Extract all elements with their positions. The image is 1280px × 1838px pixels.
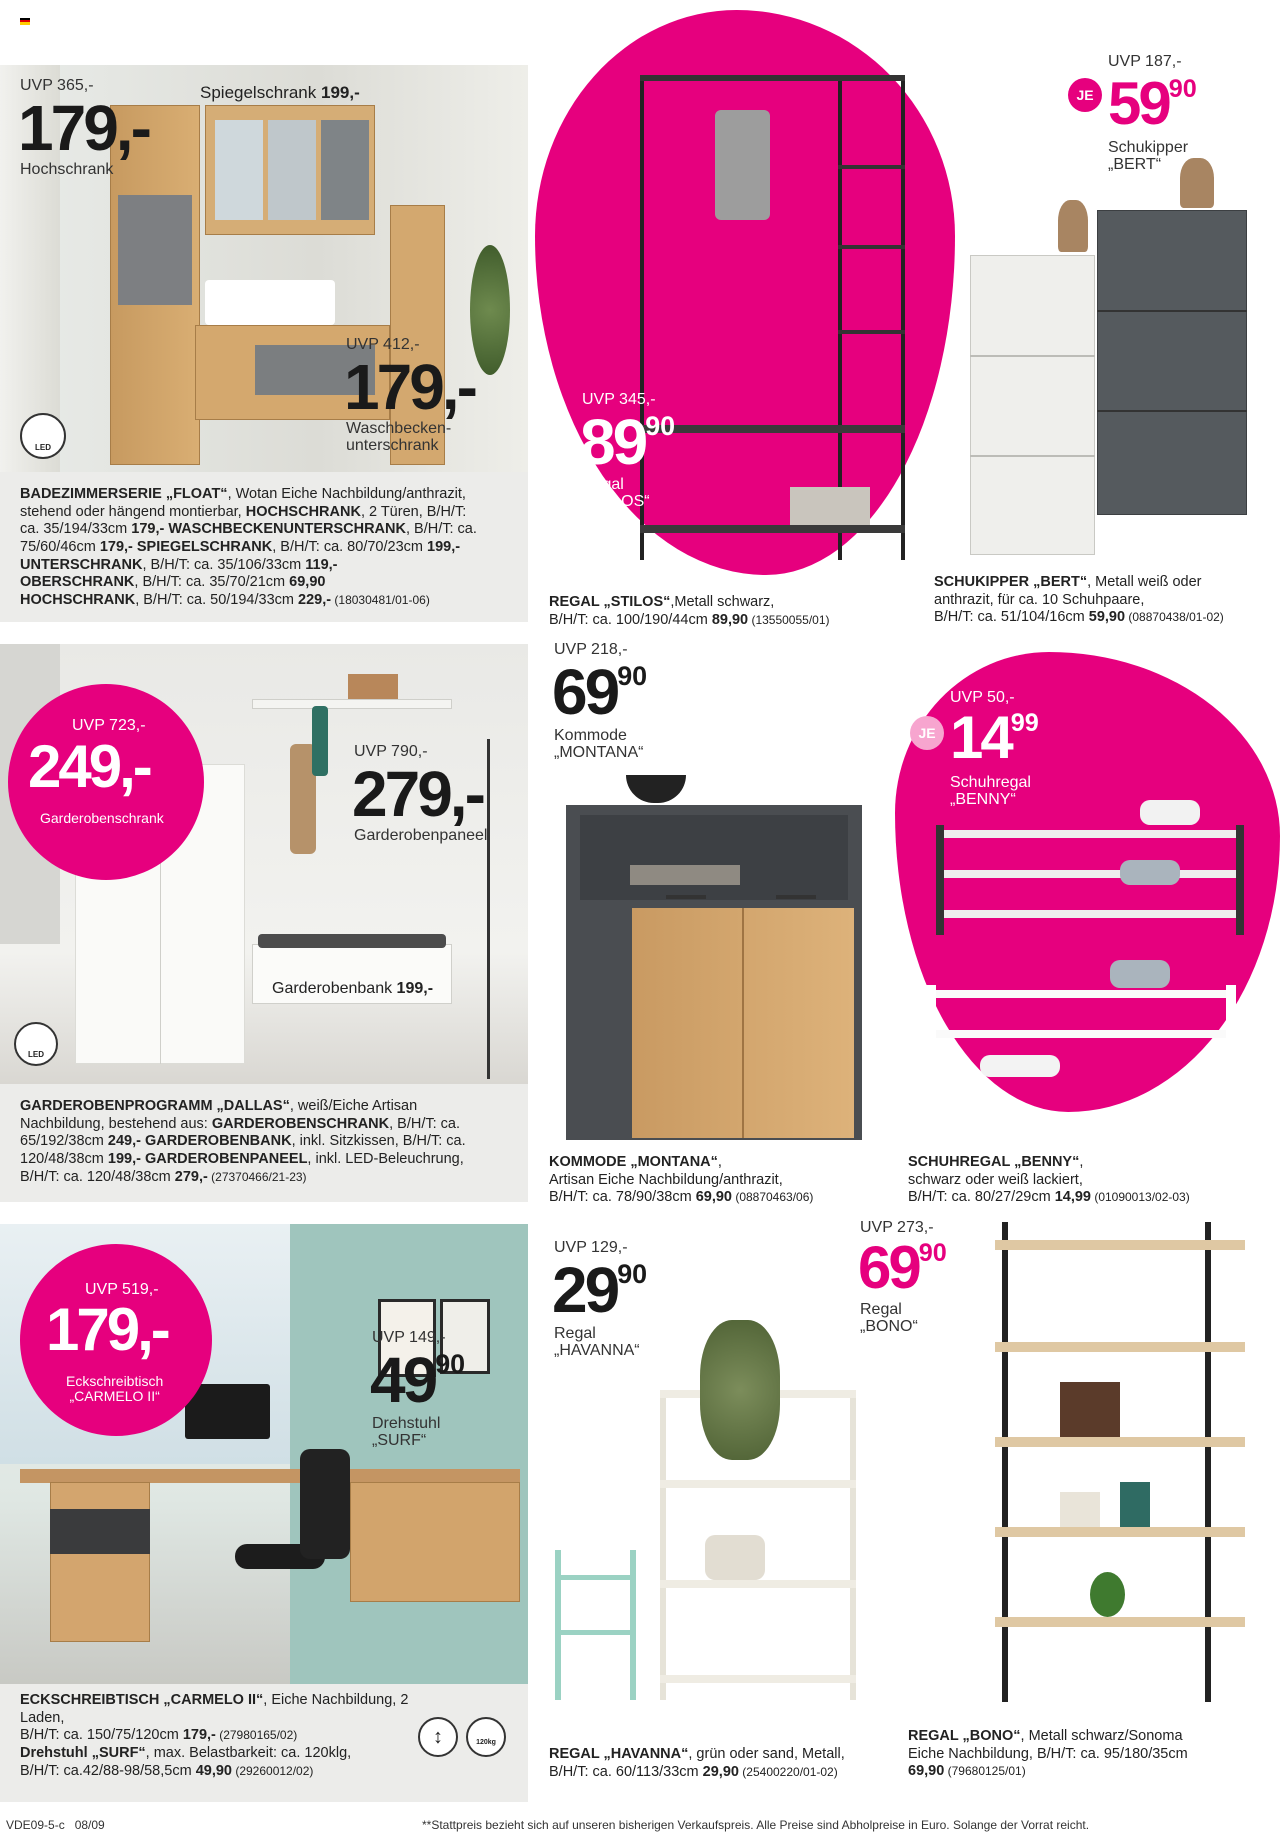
surf-label-2: „SURF“: [372, 1431, 427, 1449]
bert-uvp: UVP 187,-: [1108, 53, 1182, 70]
dallas-desc-l2c: , B/H/T: ca.: [389, 1115, 461, 1132]
bert-description: [934, 574, 1279, 627]
montana-desc-l2: Artisan Eiche Nachbildung/anthrazit,: [549, 1171, 783, 1188]
float-desc-l7d: (18030481/01-06): [331, 593, 430, 608]
bert-price-cents: 90: [1168, 74, 1197, 103]
float-desc-l7a: HOCHSCHRANK: [20, 592, 136, 609]
float-desc-l1a: BADEZIMMERSERIE „FLOAT“: [20, 486, 228, 502]
benny-image: [930, 800, 1260, 1100]
bert-desc-l3c: (08870438/01-02): [1125, 610, 1224, 625]
dallas-bank-name: Garderobenbank: [272, 980, 393, 997]
weight-120kg-icon: [466, 1717, 506, 1757]
surf-price-cents: 90: [435, 1348, 466, 1379]
stilos-label-2: „STILOS“: [582, 492, 650, 510]
montana-price: [552, 656, 648, 728]
float-desc-l2c: , 2 Türen, B/H/T:: [360, 503, 467, 520]
carmelo-desc-l1a: ECKSCHREIBTISCH „CARMELO II“: [20, 1692, 264, 1708]
havanna-image: [555, 1320, 860, 1710]
carmelo-desc-l3b: , max. Belastbarkeit: ca. 120klg,: [145, 1745, 352, 1762]
float-desc-l4c: , B/H/T: ca. 80/70/23cm: [272, 539, 427, 556]
led-icon: [20, 413, 66, 459]
footer-code: VDE09-5-c 08/09: [6, 1818, 105, 1832]
benny-price-cents: 99: [1010, 708, 1039, 737]
float-desc-l5b: , B/H/T: ca. 35/106/33cm: [142, 556, 306, 573]
dallas-bank-price: 199,-: [396, 980, 434, 997]
float-desc-l2b: HOCHSCHRANK: [245, 503, 361, 520]
montana-label-1: Kommode: [554, 727, 627, 744]
float-desc-l3b: 179,- WASCHBECKENUNTERSCHRANK: [131, 521, 406, 538]
dallas-desc-l3a: 65/192/38cm: [20, 1133, 108, 1150]
float-desc-l7b: , B/H/T: ca. 50/194/33cm: [135, 592, 299, 609]
bert-image: [970, 210, 1250, 560]
dallas-led-icon: [14, 1022, 58, 1066]
carmelo-desc-l3a: Drehstuhl „SURF“: [20, 1745, 146, 1762]
hochschrank-uvp: UVP 365,-: [20, 77, 94, 94]
stilos-desc-l1a: REGAL „STILOS“: [549, 594, 671, 610]
carmelo-desc-l1b: , Eiche Nachbildung, 2 Laden,: [20, 1692, 409, 1726]
benny-desc-l1a: SCHUHREGAL „BENNY“: [908, 1154, 1080, 1170]
benny-label-2: „BENNY“: [950, 790, 1016, 808]
carmelo-desc-l4c: (29260012/02): [232, 1763, 314, 1778]
float-desc-l6a: OBERSCHRANK: [20, 574, 135, 591]
stilos-desc-l2c: (13550055/01): [748, 612, 830, 627]
float-desc-l5a: UNTERSCHRANK: [20, 556, 143, 573]
bert-desc-l3a: B/H/T: ca. 51/104/16cm: [934, 609, 1089, 626]
hochschrank-price: 179,-: [18, 92, 149, 164]
stilos-description: [549, 594, 899, 629]
carmelo-desc-l2a: B/H/T: ca. 150/75/120cm: [20, 1727, 183, 1744]
bert-desc-l1a: SCHUKIPPER „BERT“: [934, 574, 1088, 590]
benny-desc-l3b: 14,99: [1054, 1189, 1091, 1206]
float-desc-l4d: 199,-: [427, 539, 461, 556]
dallas-schrank-price: 249,-: [28, 733, 150, 800]
bono-desc-l2: Eiche Nachbildung, B/H/T: ca. 95/180/35cm: [908, 1745, 1188, 1762]
float-desc-l1b: , Wotan Eiche Nachbildung/anthrazit,: [227, 486, 466, 502]
bert-desc-l3b: 59,90: [1088, 609, 1126, 626]
benny-desc-l3a: B/H/T: ca. 80/27/29cm: [908, 1189, 1055, 1206]
bono-label-2: „BONO“: [860, 1317, 918, 1335]
havanna-price: [552, 1254, 648, 1326]
montana-desc-l1a: KOMMODE „MONTANA“: [549, 1154, 718, 1170]
montana-uvp: UVP 218,-: [554, 641, 628, 658]
carmelo-price: 179,-: [46, 1296, 168, 1363]
benny-desc-l1b: ,: [1079, 1154, 1084, 1170]
bert-label: [1108, 140, 1188, 174]
carmelo-desc-l4a: B/H/T: ca.42/88-98/58,5cm: [20, 1762, 196, 1779]
waschbecken-label-1: Waschbecken-: [346, 420, 452, 437]
benny-desc-l3c: (01090013/02-03): [1090, 1190, 1190, 1205]
benny-je-badge: JE: [910, 716, 944, 750]
carmelo-uvp: UVP 519,-: [85, 1281, 159, 1298]
montana-desc-l1b: ,: [717, 1154, 722, 1170]
bono-price-cents: 90: [918, 1238, 947, 1267]
carmelo-label-2: „CARMELO II“: [69, 1387, 160, 1404]
dallas-paneel-uvp: UVP 790,-: [354, 743, 428, 760]
float-description: [20, 486, 520, 610]
surf-uvp: UVP 149,-: [372, 1329, 446, 1346]
stilos-desc-l1b: ,Metall schwarz,: [670, 594, 775, 610]
stilos-price-cents: 90: [645, 410, 676, 441]
dallas-desc-l2: Nachbildung, bestehend aus:: [20, 1115, 212, 1132]
montana-desc-l3c: (08870463/06): [731, 1190, 814, 1205]
dallas-desc-l4b: 199,- GARDEROBENPANEEL: [107, 1151, 308, 1168]
carmelo-description: [20, 1692, 410, 1780]
benny-desc-l2: schwarz oder weiß lackiert,: [908, 1171, 1083, 1188]
float-desc-l4a: 75/60/46cm: [20, 539, 100, 556]
surf-label-1: Drehstuhl: [372, 1415, 441, 1432]
surf-price: [370, 1344, 466, 1416]
benny-description: [908, 1154, 1278, 1207]
benny-price: [950, 704, 1039, 771]
spiegelschrank-price: 199,-: [320, 83, 360, 102]
dallas-description: [20, 1098, 520, 1186]
dallas-desc-l5c: (27370466/21-23): [207, 1169, 307, 1184]
carmelo-desc-l2b: 179,-: [182, 1727, 216, 1744]
float-desc-l5c: 119,-: [305, 556, 338, 573]
benny-label-1: Schuhregal: [950, 774, 1031, 791]
carmelo-label-1: Eckschreibtisch: [66, 1373, 164, 1389]
footer-note: **Stattpreis bezieht sich auf unseren bisherigen Verkaufspreis. Alle Preise sind Abholpreise in Euro. Solange der Vorrat reicht.: [422, 1818, 1090, 1832]
float-desc-l6c: 69,90: [289, 574, 326, 591]
dallas-desc-l2b: GARDEROBENSCHRANK: [211, 1115, 390, 1132]
waschbecken-label: [346, 421, 451, 455]
float-desc-l3a: ca. 35/194/33cm: [20, 521, 132, 538]
havanna-uvp: UVP 129,-: [554, 1239, 628, 1256]
height-adjust-icon: ↕: [418, 1717, 458, 1757]
bert-label-1: Schukipper: [1108, 139, 1189, 156]
dallas-desc-l4a: 120/48/38cm: [20, 1151, 108, 1168]
germany-flag-icon: [20, 18, 30, 25]
stilos-desc-l2a: B/H/T: ca. 100/190/44cm: [549, 611, 712, 628]
havanna-desc-l2a: B/H/T: ca. 60/113/33cm: [549, 1763, 703, 1780]
montana-price-cents: 90: [617, 660, 648, 691]
bono-label-1: Regal: [860, 1301, 902, 1318]
led-icon-text: LED: [35, 443, 51, 452]
havanna-label-1: Regal: [554, 1325, 596, 1342]
dallas-desc-l1a: GARDEROBENPROGRAMM „DALLAS“: [20, 1098, 290, 1114]
montana-label-2: „MONTANA“: [554, 743, 644, 761]
float-desc-l6b: , B/H/T: ca. 35/70/21cm: [134, 574, 290, 591]
benny-uvp: UVP 50,-: [950, 689, 1015, 706]
bono-image: [990, 1222, 1250, 1702]
bono-desc-l1b: , Metall schwarz/Sonoma: [1020, 1728, 1183, 1744]
bono-uvp: UVP 273,-: [860, 1219, 934, 1236]
havanna-desc-l1a: REGAL „HAVANNA“: [549, 1746, 689, 1762]
dallas-desc-l3b: 249,- GARDEROBENBANK: [107, 1133, 292, 1150]
bono-description: [908, 1728, 1278, 1781]
float-desc-l4b: 179,- SPIEGELSCHRANK: [99, 539, 273, 556]
bert-je-badge: JE: [1068, 78, 1102, 112]
stilos-label: [582, 477, 650, 511]
carmelo-desc-l2c: (27980165/02): [215, 1728, 298, 1743]
bono-label: [860, 1302, 918, 1336]
stilos-price-main: 89: [580, 406, 646, 478]
waschbecken-uvp: UVP 412,-: [346, 336, 420, 353]
stilos-desc-l2b: 89,90: [711, 611, 749, 628]
bono-price: [858, 1234, 947, 1301]
dallas-led-text: LED: [28, 1050, 44, 1059]
float-desc-l3c: , B/H/T: ca.: [405, 521, 477, 538]
waschbecken-price: 179,-: [344, 351, 475, 423]
carmelo-desc-l4b: 49,90: [195, 1762, 232, 1779]
stilos-price: [580, 406, 676, 478]
havanna-desc-l2c: (25400220/01-02): [738, 1764, 838, 1779]
dallas-desc-l5a: B/H/T: ca. 120/48/38cm: [20, 1168, 175, 1185]
havanna-desc-l2b: 29,90: [702, 1763, 739, 1780]
dallas-desc-l5b: 279,-: [174, 1168, 208, 1185]
bono-desc-l1a: REGAL „BONO“: [908, 1728, 1021, 1744]
weight-icon-text: 120kg: [476, 1738, 496, 1746]
surf-label: [372, 1416, 440, 1450]
dallas-desc-l1b: , weiß/Eiche Artisan: [289, 1098, 418, 1114]
dallas-desc-l4c: , inkl. LED-Beleuchrung,: [307, 1151, 464, 1168]
bert-desc-l2: anthrazit, für ca. 10 Schuhpaare,: [934, 591, 1145, 608]
havanna-desc-l1b: , grün oder sand, Metall,: [688, 1746, 845, 1762]
havanna-price-main: 29: [552, 1254, 618, 1326]
surf-price-main: 49: [370, 1344, 436, 1416]
havanna-price-cents: 90: [617, 1258, 648, 1289]
montana-desc-l3a: B/H/T: ca. 78/90/38cm: [549, 1189, 696, 1206]
bono-desc-l3a: 69,90: [908, 1763, 945, 1780]
stilos-shelf-image: [640, 75, 905, 560]
bono-desc-l3b: (79680125/01): [944, 1764, 1026, 1779]
spiegelschrank-name: Spiegelschrank: [200, 83, 317, 102]
carmelo-label: [66, 1374, 163, 1403]
stilos-uvp: UVP 345,-: [582, 391, 656, 408]
havanna-description: [549, 1746, 899, 1781]
dallas-paneel-label: Garderobenpaneel: [354, 827, 488, 844]
float-desc-l2a: stehend oder hängend montierbar,: [20, 503, 246, 520]
float-desc-l7c: 229,-: [298, 592, 332, 609]
waschbecken-label-2: unterschrank: [346, 436, 439, 454]
benny-price-main: 14: [950, 704, 1011, 771]
bert-price-main: 59: [1108, 70, 1169, 137]
montana-description: [549, 1154, 899, 1207]
bert-price: [1108, 70, 1197, 137]
dallas-bank-tag: [272, 980, 433, 998]
bert-label-2: „BERT“: [1108, 155, 1162, 173]
montana-image: [566, 775, 862, 1140]
dallas-schrank-uvp: UVP 723,-: [72, 717, 146, 734]
montana-price-main: 69: [552, 656, 618, 728]
montana-desc-l3b: 69,90: [695, 1189, 732, 1206]
montana-label: [554, 728, 643, 762]
stilos-label-1: Regal: [582, 476, 624, 493]
bono-price-main: 69: [858, 1234, 919, 1301]
spiegelschrank-tag: [200, 83, 360, 103]
dallas-schrank-label: Garderobenschrank: [40, 810, 164, 826]
hochschrank-label: Hochschrank: [20, 161, 114, 178]
dallas-paneel-price: 279,-: [352, 758, 483, 830]
dallas-desc-l3c: , inkl. Sitzkissen, B/H/T: ca.: [291, 1133, 466, 1150]
havanna-label-2: „HAVANNA“: [554, 1341, 640, 1359]
bert-desc-l1b: , Metall weiß oder: [1087, 574, 1202, 590]
